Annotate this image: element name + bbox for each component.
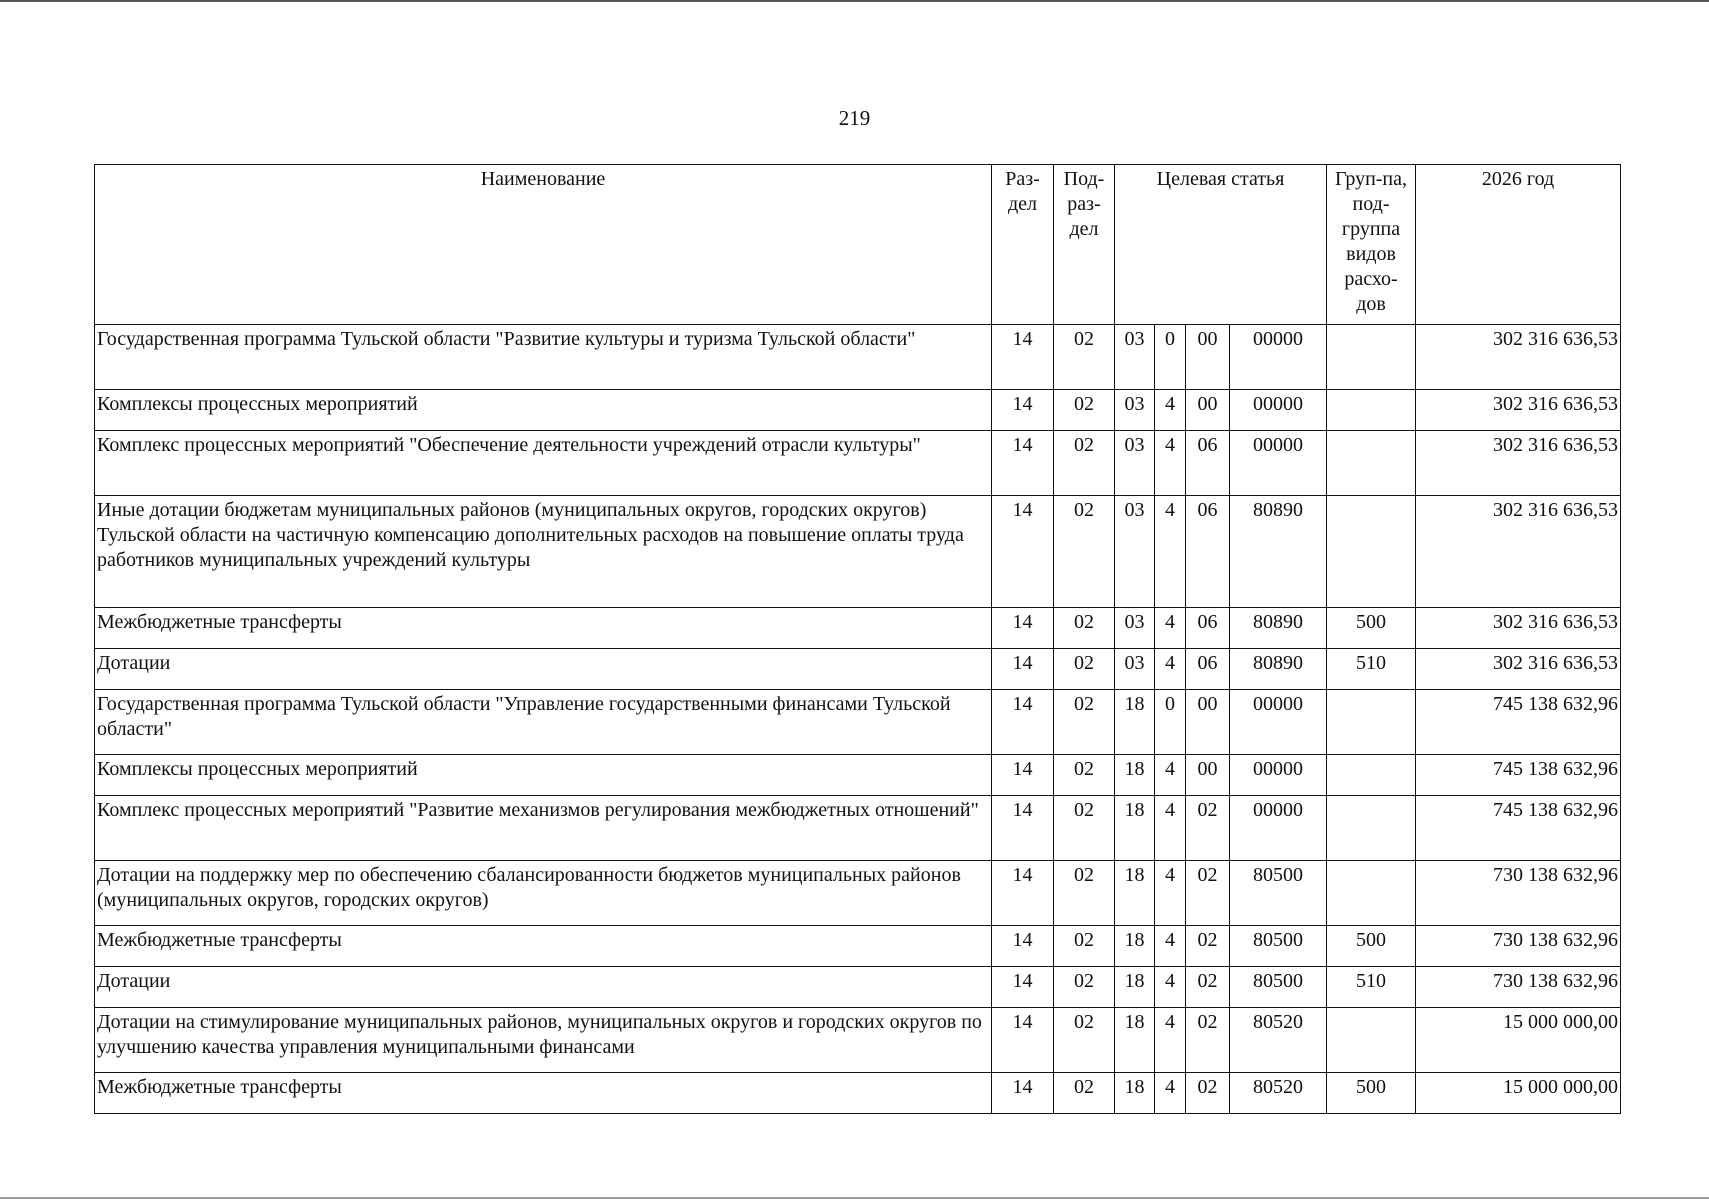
- row-target-subprogram: 06: [1186, 496, 1230, 608]
- row-name: Комплекс процессных мероприятий "Развитие механизмов регулирования межбюджетных отношений": [95, 796, 992, 861]
- table-header-row: [95, 165, 1621, 325]
- page-bottom-edge: [0, 1197, 1709, 1199]
- row-target-direction: 80890: [1230, 608, 1327, 649]
- row-target-subprogram: 06: [1186, 431, 1230, 496]
- row-target-type: 4: [1155, 796, 1186, 861]
- row-target-subprogram: 02: [1186, 1073, 1230, 1114]
- row-amount: 745 138 632,96: [1416, 796, 1621, 861]
- row-target-type: 4: [1155, 431, 1186, 496]
- row-podrazdel: 02: [1054, 755, 1115, 796]
- row-amount: 15 000 000,00: [1416, 1008, 1621, 1073]
- table-row: [95, 1073, 1621, 1114]
- row-expense-group: [1327, 690, 1416, 755]
- row-target-type: 0: [1155, 325, 1186, 390]
- row-podrazdel: 02: [1054, 690, 1115, 755]
- row-razdel: 14: [992, 967, 1054, 1008]
- row-podrazdel: 02: [1054, 325, 1115, 390]
- row-target-program: 03: [1115, 649, 1155, 690]
- row-target-subprogram: 00: [1186, 755, 1230, 796]
- row-target-direction: 80520: [1230, 1008, 1327, 1073]
- row-name: Комплексы процессных мероприятий: [95, 755, 992, 796]
- row-target-type: 4: [1155, 755, 1186, 796]
- row-podrazdel: 02: [1054, 431, 1115, 496]
- row-target-type: 4: [1155, 496, 1186, 608]
- row-expense-group: 510: [1327, 649, 1416, 690]
- row-podrazdel: 02: [1054, 926, 1115, 967]
- row-target-program: 18: [1115, 755, 1155, 796]
- row-target-type: 4: [1155, 861, 1186, 926]
- header-expense-group: Груп-па, под-группа видов расхо-дов: [1327, 165, 1416, 325]
- row-name: Межбюджетные трансферты: [95, 1073, 992, 1114]
- row-target-program: 18: [1115, 926, 1155, 967]
- header-target-article: Целевая статья: [1115, 165, 1327, 325]
- row-name: Дотации: [95, 649, 992, 690]
- row-amount: 302 316 636,53: [1416, 649, 1621, 690]
- row-target-type: 4: [1155, 1073, 1186, 1114]
- table-row: [95, 496, 1621, 608]
- row-name: Государственная программа Тульской области "Управление государственными финансами Тульской области": [95, 690, 992, 755]
- row-razdel: 14: [992, 796, 1054, 861]
- row-target-subprogram: 02: [1186, 926, 1230, 967]
- row-target-subprogram: 06: [1186, 649, 1230, 690]
- row-target-program: 03: [1115, 608, 1155, 649]
- table-row: [95, 755, 1621, 796]
- row-expense-group: 500: [1327, 608, 1416, 649]
- row-expense-group: [1327, 1008, 1416, 1073]
- row-podrazdel: 02: [1054, 1008, 1115, 1073]
- table-body: [95, 325, 1621, 1114]
- row-target-subprogram: 02: [1186, 861, 1230, 926]
- row-target-type: 4: [1155, 1008, 1186, 1073]
- row-razdel: 14: [992, 755, 1054, 796]
- row-target-subprogram: 00: [1186, 325, 1230, 390]
- row-expense-group: [1327, 431, 1416, 496]
- row-target-subprogram: 00: [1186, 390, 1230, 431]
- row-name: Комплекс процессных мероприятий "Обеспечение деятельности учреждений отрасли культуры": [95, 431, 992, 496]
- row-name: Государственная программа Тульской области "Развитие культуры и туризма Тульской области": [95, 325, 992, 390]
- table-row: [95, 1008, 1621, 1073]
- row-target-program: 18: [1115, 861, 1155, 926]
- row-target-program: 03: [1115, 431, 1155, 496]
- row-expense-group: [1327, 325, 1416, 390]
- row-amount: 302 316 636,53: [1416, 608, 1621, 649]
- row-razdel: 14: [992, 496, 1054, 608]
- row-target-type: 0: [1155, 690, 1186, 755]
- row-target-direction: 00000: [1230, 796, 1327, 861]
- header-name: Наименование: [95, 165, 992, 325]
- header-year: 2026 год: [1416, 165, 1621, 325]
- table-row: [95, 325, 1621, 390]
- row-amount: 302 316 636,53: [1416, 431, 1621, 496]
- row-razdel: 14: [992, 431, 1054, 496]
- row-name: Иные дотации бюджетам муниципальных районов (муниципальных округов, городских округов) Тульской области на частичную компенсацию дополнительных расходов на повышение оплаты труда работников муниципальных учреждений культуры: [95, 496, 992, 608]
- row-podrazdel: 02: [1054, 390, 1115, 431]
- row-target-subprogram: 02: [1186, 1008, 1230, 1073]
- row-razdel: 14: [992, 325, 1054, 390]
- row-target-direction: 80500: [1230, 926, 1327, 967]
- header-razdel: Раз-дел: [992, 165, 1054, 325]
- row-expense-group: [1327, 861, 1416, 926]
- row-amount: 745 138 632,96: [1416, 755, 1621, 796]
- row-name: Межбюджетные трансферты: [95, 926, 992, 967]
- row-target-direction: 80500: [1230, 967, 1327, 1008]
- page-top-edge: [0, 0, 1709, 2]
- table-row: [95, 690, 1621, 755]
- row-expense-group: [1327, 390, 1416, 431]
- row-target-type: 4: [1155, 967, 1186, 1008]
- row-target-program: 03: [1115, 496, 1155, 608]
- row-razdel: 14: [992, 608, 1054, 649]
- row-target-program: 03: [1115, 325, 1155, 390]
- budget-table: [94, 164, 1621, 1114]
- row-amount: 730 138 632,96: [1416, 926, 1621, 967]
- page-number: 219: [838, 106, 871, 130]
- row-target-direction: 00000: [1230, 755, 1327, 796]
- row-target-direction: 80890: [1230, 496, 1327, 608]
- row-name: Дотации на стимулирование муниципальных районов, муниципальных округов и городских округов по улучшению качества управления муниципальными финансами: [95, 1008, 992, 1073]
- header-podrazdel: Под-раз-дел: [1054, 165, 1115, 325]
- row-target-program: 03: [1115, 390, 1155, 431]
- row-target-type: 4: [1155, 608, 1186, 649]
- row-podrazdel: 02: [1054, 967, 1115, 1008]
- row-podrazdel: 02: [1054, 496, 1115, 608]
- row-podrazdel: 02: [1054, 1073, 1115, 1114]
- row-podrazdel: 02: [1054, 649, 1115, 690]
- row-target-type: 4: [1155, 649, 1186, 690]
- row-target-program: 18: [1115, 1008, 1155, 1073]
- row-target-program: 18: [1115, 690, 1155, 755]
- row-razdel: 14: [992, 926, 1054, 967]
- row-name: Комплексы процессных мероприятий: [95, 390, 992, 431]
- row-name: Дотации: [95, 967, 992, 1008]
- row-razdel: 14: [992, 390, 1054, 431]
- row-amount: 302 316 636,53: [1416, 390, 1621, 431]
- row-target-direction: 80890: [1230, 649, 1327, 690]
- row-amount: 745 138 632,96: [1416, 690, 1621, 755]
- row-razdel: 14: [992, 861, 1054, 926]
- row-razdel: 14: [992, 690, 1054, 755]
- row-amount: 730 138 632,96: [1416, 861, 1621, 926]
- row-razdel: 14: [992, 649, 1054, 690]
- row-podrazdel: 02: [1054, 608, 1115, 649]
- table-row: [95, 861, 1621, 926]
- row-expense-group: 500: [1327, 1073, 1416, 1114]
- row-target-program: 18: [1115, 1073, 1155, 1114]
- table-row: [95, 926, 1621, 967]
- row-target-direction: 00000: [1230, 390, 1327, 431]
- row-expense-group: [1327, 796, 1416, 861]
- row-target-direction: 00000: [1230, 431, 1327, 496]
- row-amount: 15 000 000,00: [1416, 1073, 1621, 1114]
- table-row: [95, 649, 1621, 690]
- row-name: Дотации на поддержку мер по обеспечению сбалансированности бюджетов муниципальных районов (муниципальных округов, городских округов): [95, 861, 992, 926]
- row-target-program: 18: [1115, 967, 1155, 1008]
- row-razdel: 14: [992, 1008, 1054, 1073]
- table-row: [95, 796, 1621, 861]
- row-target-subprogram: 06: [1186, 608, 1230, 649]
- row-podrazdel: 02: [1054, 796, 1115, 861]
- row-amount: 302 316 636,53: [1416, 496, 1621, 608]
- row-podrazdel: 02: [1054, 861, 1115, 926]
- row-expense-group: 500: [1327, 926, 1416, 967]
- row-target-subprogram: 02: [1186, 967, 1230, 1008]
- row-target-direction: 80500: [1230, 861, 1327, 926]
- row-expense-group: [1327, 496, 1416, 608]
- row-target-type: 4: [1155, 926, 1186, 967]
- row-amount: 302 316 636,53: [1416, 325, 1621, 390]
- row-target-direction: 00000: [1230, 690, 1327, 755]
- row-target-direction: 80520: [1230, 1073, 1327, 1114]
- row-expense-group: [1327, 755, 1416, 796]
- table-row: [95, 390, 1621, 431]
- row-target-subprogram: 00: [1186, 690, 1230, 755]
- row-razdel: 14: [992, 1073, 1054, 1114]
- row-target-program: 18: [1115, 796, 1155, 861]
- row-target-subprogram: 02: [1186, 796, 1230, 861]
- table-row: [95, 967, 1621, 1008]
- row-expense-group: 510: [1327, 967, 1416, 1008]
- table-row: [95, 608, 1621, 649]
- row-target-type: 4: [1155, 390, 1186, 431]
- row-name: Межбюджетные трансферты: [95, 608, 992, 649]
- table-row: [95, 431, 1621, 496]
- row-amount: 730 138 632,96: [1416, 967, 1621, 1008]
- row-target-direction: 00000: [1230, 325, 1327, 390]
